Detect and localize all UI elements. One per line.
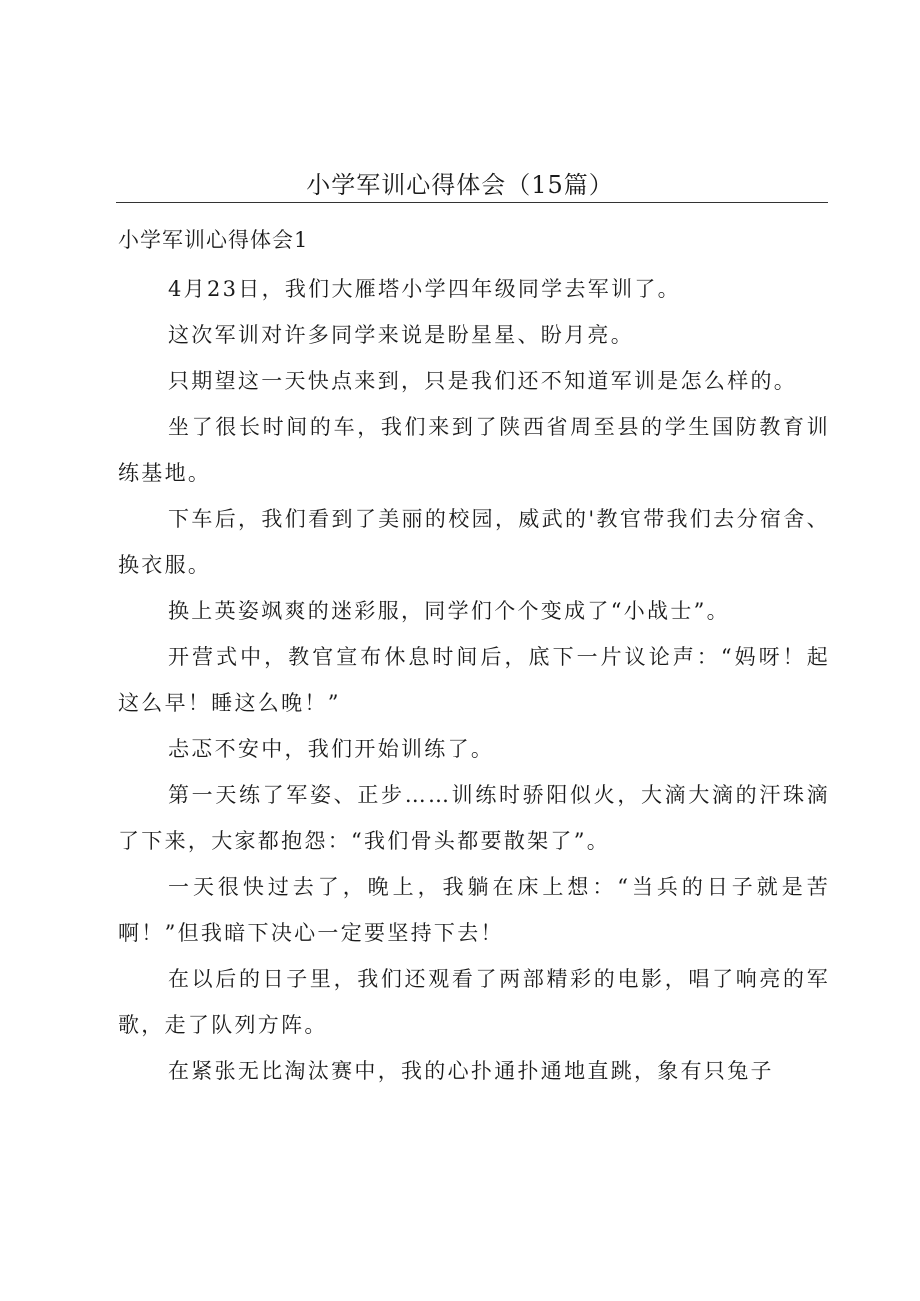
paragraph: 在紧张无比淘汰赛中，我的心扑通扑通地直跳，象有只兔子 [168, 1059, 774, 1083]
paragraph: 这次军训对许多同学来说是盼星星、盼月亮。 [168, 323, 634, 347]
paragraph: 忐忑不安中，我们开始训练了。 [168, 737, 495, 761]
title-underline [116, 202, 828, 203]
paragraph: 在以后的日子里，我们还观看了两部精彩的电影，唱了响亮的军歌，走了队列方阵。 [118, 967, 830, 1037]
paragraph: 换上英姿飒爽的迷彩服，同学们个个变成了“小战士”。 [168, 599, 730, 623]
paragraph: 只期望这一天快点来到，只是我们还不知道军训是怎么样的。 [168, 369, 798, 393]
body-text [118, 266, 830, 1094]
section-heading: 小学军训心得体会1 [118, 228, 309, 252]
paragraph: 下车后，我们看到了美丽的校园，威武的'教官带我们去分宿舍、换衣服。 [118, 507, 830, 577]
paragraph: 坐了很长时间的车，我们来到了陕西省周至县的学生国防教育训练基地。 [118, 415, 830, 485]
paragraph: 开营式中，教官宣布休息时间后，底下一片议论声：“妈呀！起这么早！睡这么晚！” [118, 645, 830, 715]
paragraph: 4月23日，我们大雁塔小学四年级同学去军训了。 [168, 277, 681, 301]
paragraph: 一天很快过去了，晚上，我躺在床上想：“当兵的日子就是苦啊！”但我暗下决心一定要坚持下去！ [118, 875, 830, 945]
paragraph: 第一天练了军姿、正步……训练时骄阳似火，大滴大滴的汗珠滴了下来，大家都抱怨：“我们骨头都要散架了”。 [118, 783, 830, 853]
document-title: 小学军训心得体会（15篇） [306, 171, 614, 199]
